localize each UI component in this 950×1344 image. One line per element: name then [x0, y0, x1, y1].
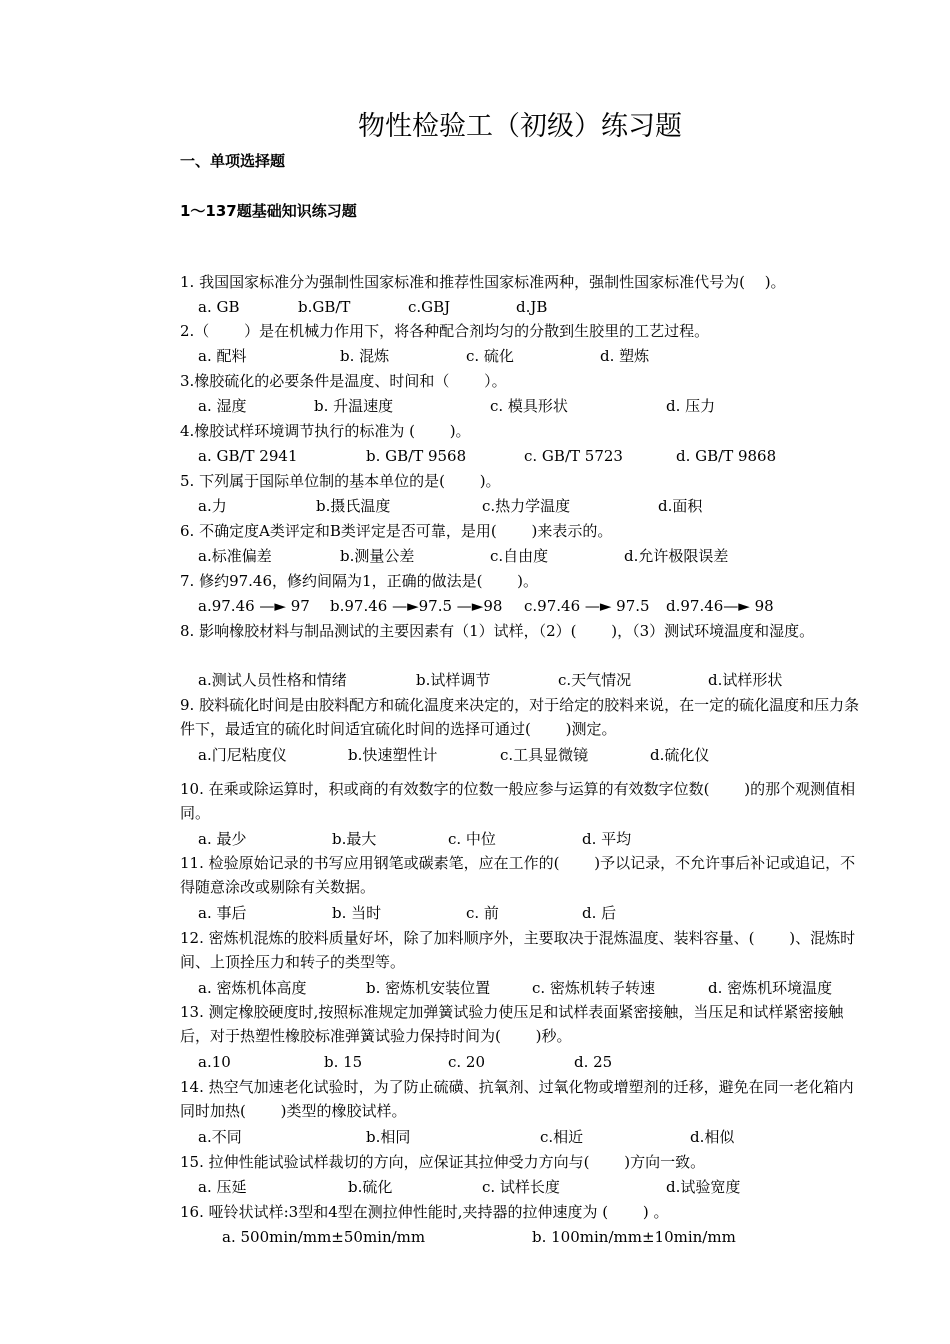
option-a: a. 配料 [198, 347, 247, 365]
question-10: 10. 在乘或除运算时，积或商的有效数字的位数一般应参与运算的有效数字位数( )的那个观测值相同。 [180, 780, 856, 822]
question-11: 11. 检验原始记录的书写应用钢笔或碳素笔，应在工作的( )予以记录，不允许事后补记或追记，不得随意涂改或剔除有关数据。 [180, 854, 856, 896]
subsection-heading: 1～137题基础知识练习题 [180, 202, 357, 220]
option-c: c. 硫化 [466, 347, 514, 365]
option-b: b. 15 [324, 1053, 363, 1071]
option-c: c. 中位 [448, 830, 496, 848]
option-a: a.97.46 —► 97 [198, 597, 310, 615]
option-b: b.最大 [332, 830, 377, 848]
option-b: b.快速塑性计 [348, 746, 438, 764]
document-title: 物性检验工（初级）练习题 [358, 111, 682, 142]
option-a: a.10 [198, 1053, 231, 1071]
option-c: c.热力学温度 [482, 497, 571, 515]
option-a: a. GB/T 2941 [198, 447, 298, 465]
option-a: a.门尼粘度仪 [198, 746, 287, 764]
option-a: a. 密炼机体高度 [198, 979, 307, 997]
option-b: b. 混炼 [340, 347, 390, 365]
option-d: d.硫化仪 [650, 746, 710, 764]
option-a: a.标准偏差 [198, 547, 272, 565]
question-16: 16. 哑铃状试样:3型和4型在测拉伸性能时,夹持器的拉伸速度为 ( ) 。 [180, 1203, 669, 1221]
option-c: c.天气情况 [558, 671, 632, 689]
option-c: c. 20 [448, 1053, 486, 1071]
option-a: a.不同 [198, 1128, 242, 1146]
option-d: d.试样形状 [708, 671, 783, 689]
option-c: c. 密炼机转子转速 [532, 979, 655, 997]
question-1: 1. 我国国家标准分为强制性国家标准和推荐性国家标准两种，强制性国家标准代号为( )。 [180, 273, 786, 291]
question-14: 14. 热空气加速老化试验时，为了防止硫磺、抗氧剂、过氧化物或增塑剂的迁移，避免在同一老化箱内同时加热( )类型的橡胶试样。 [180, 1078, 854, 1120]
option-d: d. GB/T 9868 [676, 447, 777, 465]
option-a: a. 最少 [198, 830, 247, 848]
option-a: a. 湿度 [198, 397, 247, 415]
option-d: d.面积 [658, 497, 703, 515]
option-b: b. 密炼机安装位置 [366, 979, 491, 997]
option-d: d.97.46—► 98 [666, 597, 774, 615]
option-b: b.试样调节 [416, 671, 491, 689]
option-b: b.97.46 —►97.5 —►98 [330, 597, 503, 615]
question-9: 9. 胶料硫化时间是由胶料配方和硫化温度来决定的，对于给定的胶料来说，在一定的硫化温度和压力条件下，最适宜的硫化时间适宜硫化时间的选择可通过( )测定。 [180, 696, 860, 738]
option-b: b.摄氏温度 [316, 497, 391, 515]
option-b: b.硫化 [348, 1178, 393, 1196]
question-8: 8. 影响橡胶材料与制品测试的主要因素有（1）试样，（2）( )，（3）测试环境温度和湿度。 [180, 622, 815, 640]
option-a: a.测试人员性格和情绪 [198, 671, 347, 689]
question-13: 13. 测定橡胶硬度时,按照标准规定加弹簧试验力使压足和试样表面紧密接触，当压足和试样紧密接触后，对于热塑性橡胶标准弹簧试验力保持时间为( )秒。 [180, 1003, 844, 1045]
option-d: d. 平均 [582, 830, 632, 848]
question-7: 7. 修约97.46，修约间隔为1，正确的做法是( )。 [180, 572, 539, 590]
option-d: d. 25 [574, 1053, 613, 1071]
option-a: a.力 [198, 497, 227, 515]
option-b: b. 100min/mm±10min/mm [532, 1228, 736, 1246]
option-b: b.测量公差 [340, 547, 415, 565]
option-c: c. 模具形状 [490, 397, 568, 415]
option-d: d. 后 [582, 904, 617, 922]
question-5: 5. 下列属于国际单位制的基本单位的是( )。 [180, 472, 501, 490]
question-12: 12. 密炼机混炼的胶料质量好坏，除了加料顺序外，主要取决于混炼温度、装料容量、( )、混炼时间、上顶拴压力和转子的类型等。 [180, 929, 856, 971]
option-c: c. 试样长度 [482, 1178, 560, 1196]
question-6: 6. 不确定度A类评定和B类评定是否可靠，是用( )来表示的。 [180, 522, 613, 540]
option-d: d.相似 [690, 1128, 735, 1146]
option-c: c.97.46 —► 97.5 [524, 597, 650, 615]
option-b: b. GB/T 9568 [366, 447, 467, 465]
option-c: c.工具显微镜 [500, 746, 589, 764]
option-b: b. 当时 [332, 904, 382, 922]
option-b: b. 升温速度 [314, 397, 394, 415]
option-c: c.相近 [540, 1128, 584, 1146]
option-a: a. GB [198, 298, 240, 316]
question-3: 3.橡胶硫化的必要条件是温度、时间和（ ）。 [180, 372, 507, 390]
option-c: c.自由度 [490, 547, 549, 565]
option-c: c. 前 [466, 904, 499, 922]
option-d: d.允许极限误差 [624, 547, 729, 565]
option-c: c.GBJ [408, 298, 451, 316]
option-a: a. 事后 [198, 904, 247, 922]
option-a: a. 压延 [198, 1178, 247, 1196]
option-d: d. 塑炼 [600, 347, 650, 365]
option-a: a. 500min/mm±50min/mm [222, 1228, 426, 1246]
section-heading: 一、单项选择题 [180, 152, 286, 170]
option-b: b.GB/T [298, 298, 351, 316]
option-d: d.试验宽度 [666, 1178, 741, 1196]
option-d: d.JB [516, 298, 548, 316]
option-b: b.相同 [366, 1128, 411, 1146]
option-d: d. 压力 [666, 397, 716, 415]
option-c: c. GB/T 5723 [524, 447, 623, 465]
option-d: d. 密炼机环境温度 [708, 979, 833, 997]
question-4: 4.橡胶试样环境调节执行的标准为 ( )。 [180, 422, 471, 440]
question-2: 2.（ ）是在机械力作用下，将各种配合剂均匀的分散到生胶里的工艺过程。 [180, 322, 710, 340]
question-15: 15. 拉伸性能试验试样裁切的方向，应保证其拉伸受力方向与( )方向一致。 [180, 1153, 706, 1171]
